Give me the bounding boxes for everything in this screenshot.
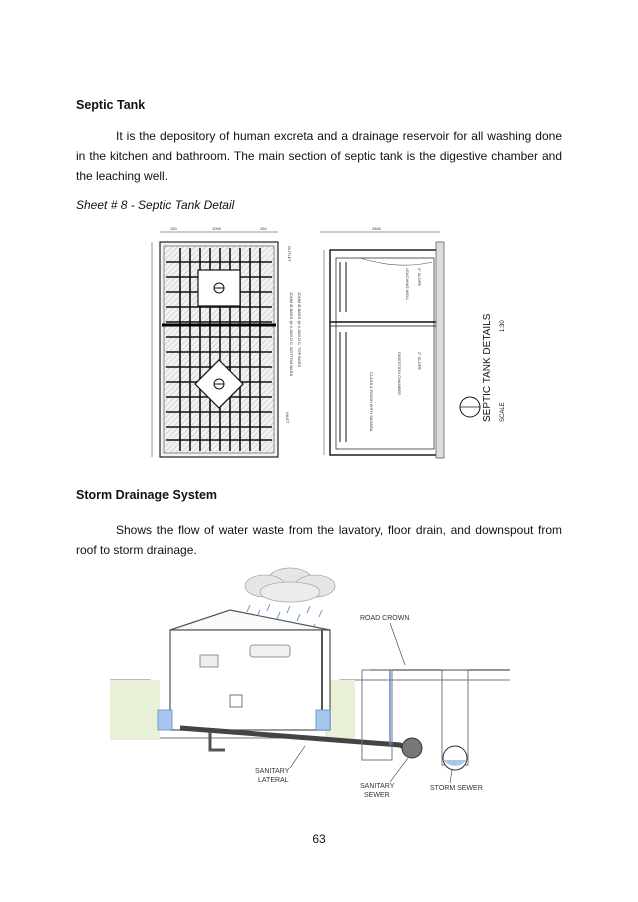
bar-label-bottom: 10MM Ø BARS @ 0.15M O.C. BOTTOM BARS	[289, 292, 294, 377]
bar-label-top: 10MM Ø BARS @ 0.15M O.C. TOP BARS	[297, 292, 302, 368]
inlet-label: INLET	[285, 412, 290, 424]
finish-label: CLASS A FINISH WITH SAHARA	[369, 372, 374, 432]
label-sanitary-lateral-2: LATERAL	[258, 777, 289, 784]
storm-drainage-diagram	[90, 560, 520, 820]
label-sanitary-sewer-1: SANITARY	[360, 783, 395, 790]
plan-view	[152, 226, 302, 457]
label-sanitary-lateral-1: SANITARY	[255, 768, 290, 775]
page-number: 63	[312, 832, 326, 846]
cloud-icon	[245, 568, 335, 602]
slope-label: 2" SLOPE	[417, 268, 422, 287]
septic-tank-paragraph: It is the depository of human excreta and a drainage reservoir for all washing done in the kitchen and bathroom. The main section of septic tank is the digestive chamber and the leaching well.	[76, 129, 562, 183]
dim-label: 1000	[212, 226, 221, 231]
scale-label: SCALE	[500, 402, 506, 422]
outlet-label: OUTLET	[287, 246, 292, 262]
septic-tank-detail-drawing	[140, 222, 510, 472]
drawing-title: SEPTIC TANK DETAILS	[482, 313, 493, 422]
slope-label-2: 2" SLOPE	[417, 352, 422, 371]
dim-label: 2800	[372, 226, 381, 231]
label-road-crown: ROAD CROWN	[360, 615, 410, 622]
section-view	[320, 226, 444, 458]
section-heading-septic-tank: Septic Tank	[76, 98, 146, 112]
scale-value: 1:30	[500, 320, 506, 332]
figure-caption-sheet-8: Sheet # 8 - Septic Tank Detail	[76, 198, 235, 212]
dim-label: 150	[260, 226, 267, 231]
house-icon	[170, 610, 330, 730]
chamber-label-digestion: DIGESTION CHAMBER	[397, 352, 402, 396]
storm-drainage-paragraph: Shows the flow of water waste from the lavatory, floor drain, and downspout from roof to storm drainage.	[76, 523, 562, 557]
label-storm-sewer: STORM SEWER	[430, 785, 483, 792]
section-heading-storm-drainage: Storm Drainage System	[76, 488, 218, 502]
dim-label: 150	[170, 226, 177, 231]
chamber-label-leaching: LEACHING WELL	[405, 268, 410, 301]
label-sanitary-sewer-2: SEWER	[364, 792, 390, 799]
title-block	[460, 313, 506, 422]
